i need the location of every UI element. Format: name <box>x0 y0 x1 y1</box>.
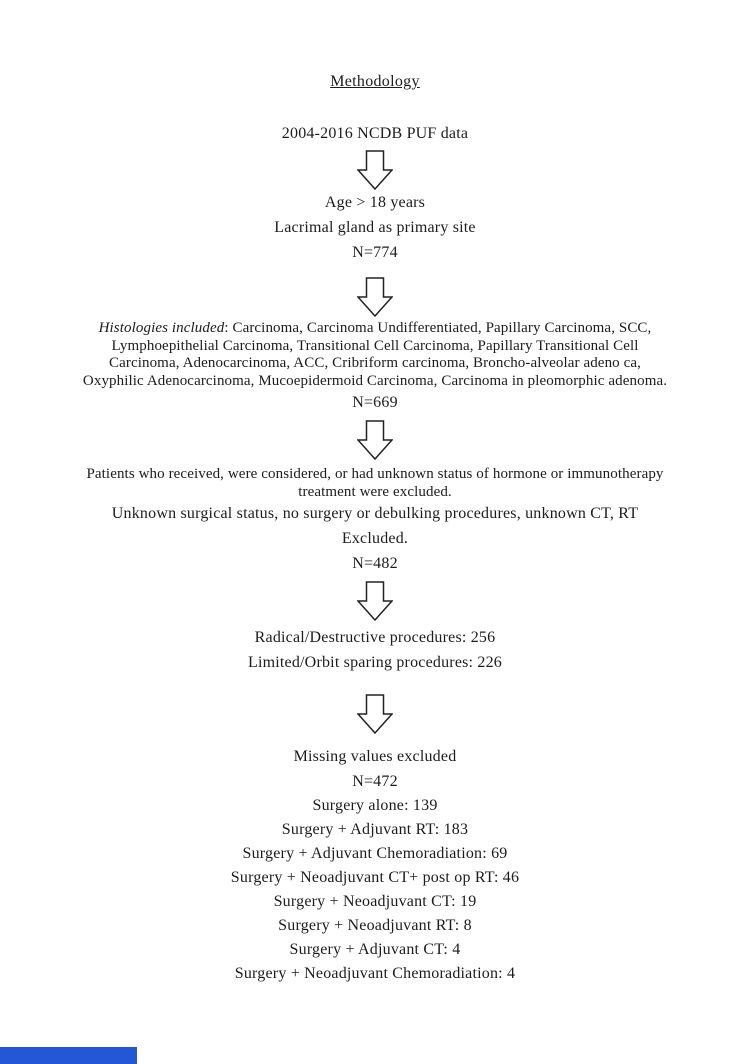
exclusion-n-line: N=482 <box>352 555 398 572</box>
treatment-line: Surgery + Neoadjuvant Chemoradiation: 4 <box>234 965 516 982</box>
histology-line1: : Carcinoma, Carcinoma Undifferentiated, Papillary Carcinoma, SCC, <box>224 320 652 336</box>
flow-arrow-3 <box>0 420 750 460</box>
down-arrow-icon <box>357 150 393 190</box>
histology-paragraph <box>45 320 705 390</box>
histology-line4: Oxyphilic Adenocarcinoma, Mucoepidermoid Carcinoma, Carcinoma in pleomorphic adenoma. <box>82 372 668 389</box>
exclusion-excluded-line: Excluded. <box>341 530 409 547</box>
down-arrow-icon <box>357 581 393 621</box>
flow-arrow-2 <box>0 277 750 317</box>
treatment-line: Surgery + Neoadjuvant RT: 8 <box>278 917 472 934</box>
exclusion-line2: treatment were excluded. <box>298 483 452 500</box>
cohort-site-line: Lacrimal gland as primary site <box>274 219 476 236</box>
page-title: Methodology <box>330 73 420 90</box>
final-missing-line: Missing values excluded <box>293 748 457 765</box>
histology-n-line: N=669 <box>352 394 398 411</box>
down-arrow-icon <box>357 277 393 317</box>
exclusion-paragraph <box>45 466 705 501</box>
flow-arrow-5 <box>0 694 750 734</box>
treatment-list <box>0 794 750 986</box>
treatment-line: Surgery + Adjuvant CT: 4 <box>289 941 461 958</box>
down-arrow-icon <box>357 420 393 460</box>
treatment-line: Surgery alone: 139 <box>312 797 438 814</box>
procedures-limited-line: Limited/Orbit sparing procedures: 226 <box>247 654 502 671</box>
exclusion-line1: Patients who received, were considered, or had unknown status of hormone or immunotherapy <box>86 466 664 482</box>
histology-line3: Carcinoma, Adenocarcinoma, ACC, Cribriform carcinoma, Broncho-alveolar adeno ca, <box>109 355 641 371</box>
procedures-radical-line: Radical/Destructive procedures: 256 <box>254 629 496 646</box>
exclusion-surgical-line: Unknown surgical status, no surgery or debulking procedures, unknown CT, RT <box>111 505 639 522</box>
bottom-left-blue-bar <box>0 1047 137 1064</box>
treatment-line: Surgery + Neoadjuvant CT+ post op RT: 46 <box>230 869 520 886</box>
final-n-line: N=472 <box>352 773 398 790</box>
histology-lead: Histologies included <box>98 320 225 336</box>
flow-arrow-1 <box>0 150 750 190</box>
treatment-line: Surgery + Adjuvant Chemoradiation: 69 <box>242 845 508 862</box>
histology-line2: Lymphoepithelial Carcinoma, Transitional Cell Carcinoma, Papillary Transitional Cell <box>111 337 639 354</box>
flow-arrow-4 <box>0 581 750 621</box>
treatment-line: Surgery + Neoadjuvant CT: 19 <box>273 893 477 910</box>
treatment-line: Surgery + Adjuvant RT: 183 <box>281 821 469 838</box>
down-arrow-icon <box>357 694 393 734</box>
data-source-line: 2004-2016 NCDB PUF data <box>281 125 469 142</box>
cohort-age-line: Age > 18 years <box>324 194 426 211</box>
cohort-n-line: N=774 <box>352 244 398 261</box>
